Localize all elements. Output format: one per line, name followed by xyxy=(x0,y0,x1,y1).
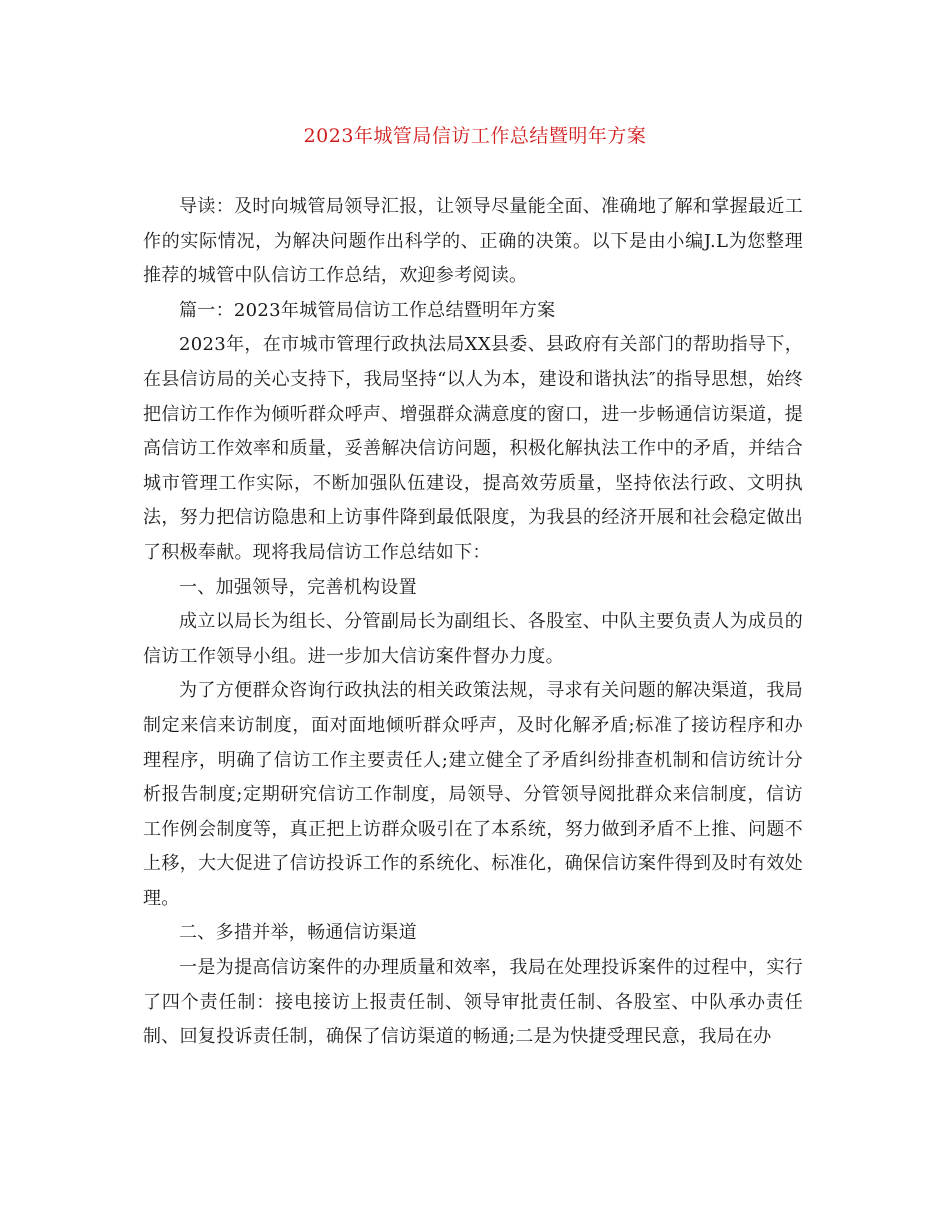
paragraph-responsibility: 一是为提高信访案件的办理质量和效率，我局在处理投诉案件的过程中，实行了四个责任制：接电接访上报责任制、领导审批责任制、各股室、中队承办责任制、回复投诉责任制，确保了信访渠道的畅通;二是为快捷受理民意，我局在办 xyxy=(143,957,803,1048)
paragraph-intro: 导读：及时向城管局领导汇报，让领导尽量能全面、准确地了解和掌握最近工作的实际情况，为解决问题作出科学的、正确的决策。以下是由小编J.L为您整理推荐的城管中队信访工作总结，欢迎参考阅读。 xyxy=(143,196,803,287)
paragraph-systems: 为了方便群众咨询行政执法的相关政策法规，寻求有关问题的解决渠道，我局制定来信来访制度，面对面地倾听群众呼声，及时化解矛盾;标准了接访程序和办理程序，明确了信访工作主要责任人;建立健全了矛盾纠纷排查机制和信访统计分析报告制度;定期研究信访工作制度，局领导、分管领导阅批群众来信制度，信访工作例会制度等，真正把上访群众吸引在了本系统，努力做到矛盾不上推、问题不上移，大大促进了信访投诉工作的系统化、标准化，确保信访案件得到及时有效处理。 xyxy=(143,680,803,909)
paragraph-leadership-group: 成立以局长为组长、分管副局长为副组长、各股室、中队主要负责人为成员的信访工作领导小组。进一步加大信访案件督办力度。 xyxy=(143,611,803,667)
paragraph-overview: 2023年，在市城市管理行政执法局XX县委、县政府有关部门的帮助指导下，在县信访局的关心支持下，我局坚持“以人为本，建设和谐执法″的指导思想，始终把信访工作作为倾听群众呼声、增强群众满意度的窗口，进一步畅通信访渠道，提高信访工作效率和质量，妥善解决信访问题，积极化解执法工作中的矛盾，并结合城市管理工作实际，不断加强队伍建设，提高效劳质量，坚持依法行政、文明执法，努力把信访隐患和上访事件降到最低限度，为我县的经济开展和社会稳定做出了积极奉献。现将我局信访工作总结如下： xyxy=(143,334,803,563)
document-body xyxy=(143,190,803,1055)
document-title: 2023年城管局信访工作总结暨明年方案 xyxy=(303,125,647,147)
section-heading-1: 一、加强领导，完善机构设置 xyxy=(179,576,417,598)
paragraph-part-one-heading: 篇一：2023年城管局信访工作总结暨明年方案 xyxy=(179,299,556,321)
section-heading-2: 二、多措并举，畅通信访渠道 xyxy=(179,922,417,944)
